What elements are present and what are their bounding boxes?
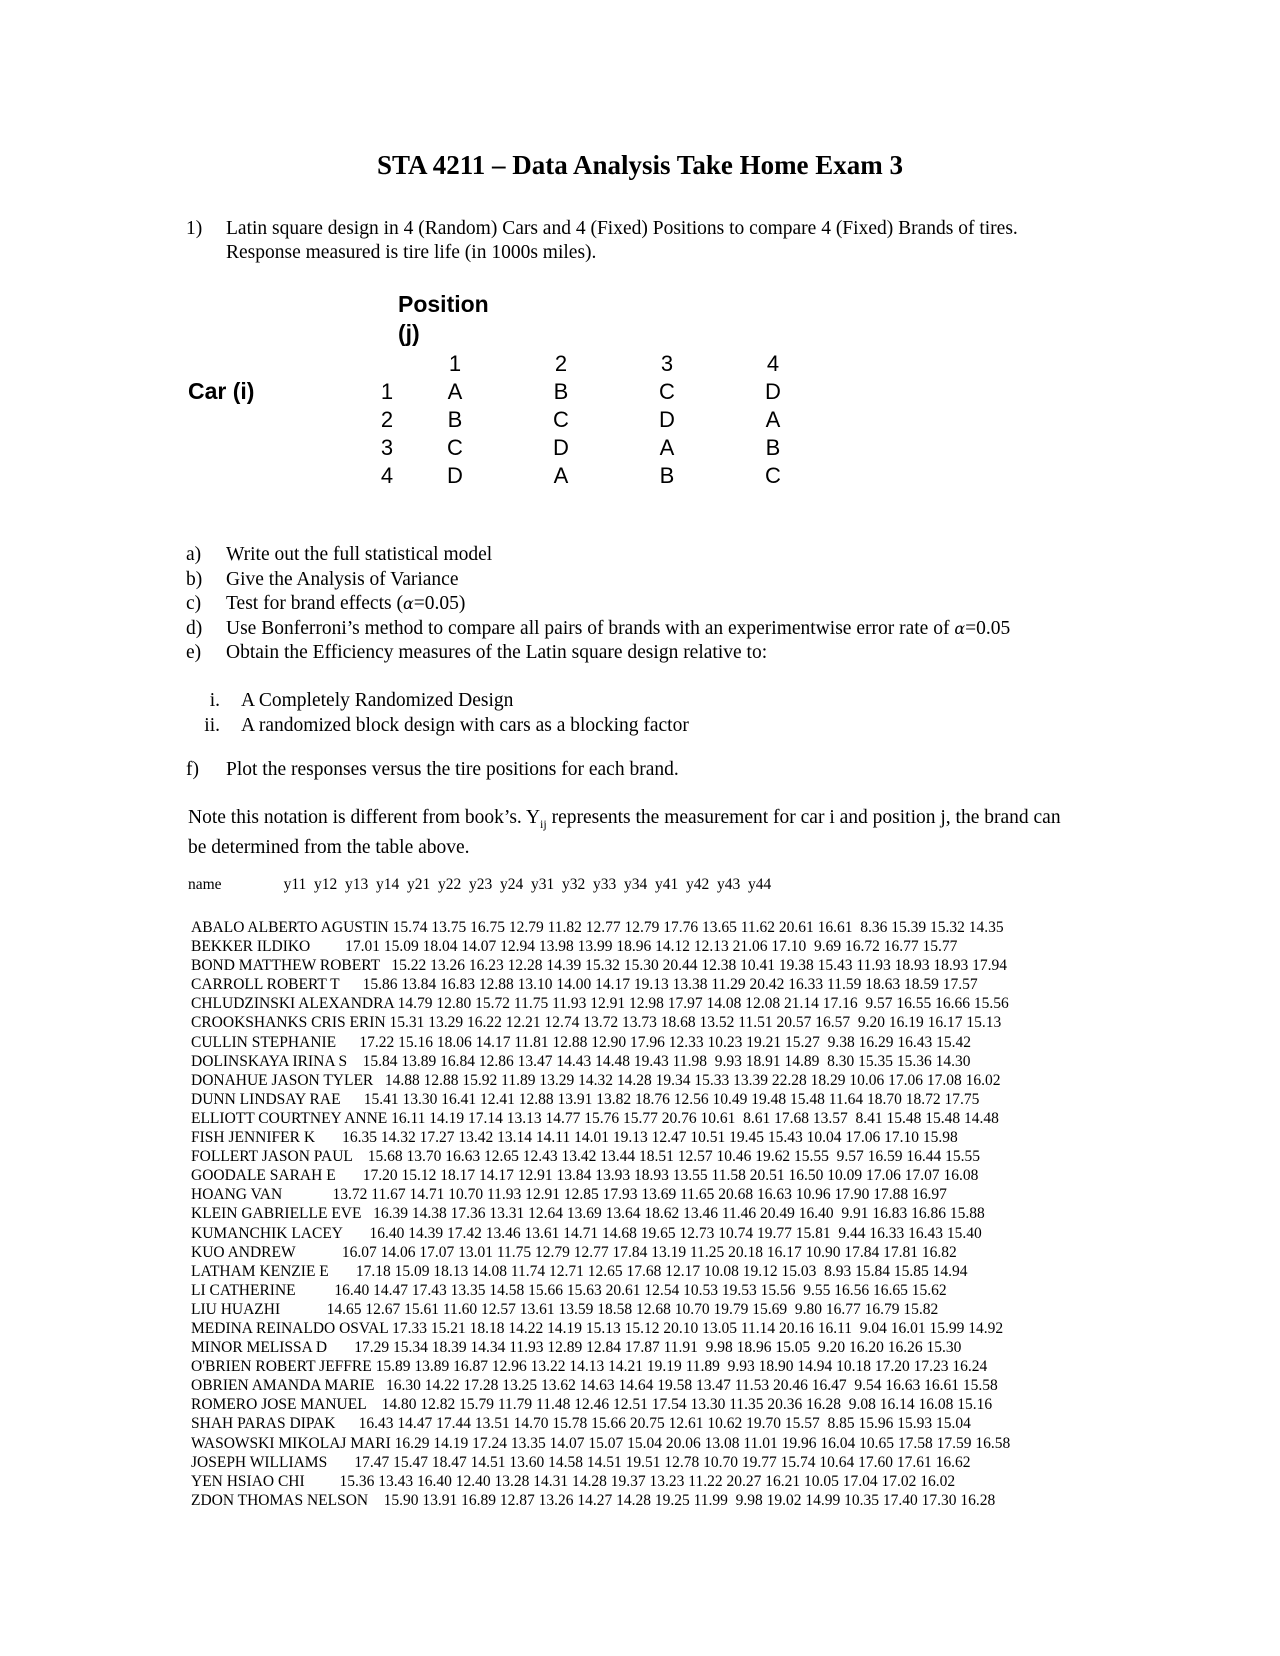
table-row: LIU HUAZHI 14.65 12.67 15.61 11.60 12.57 13.61 13.59 18.58 12.68 10.70 19.79 15.69 9.80 16.77 16.79 15.82 <box>191 1300 939 1318</box>
table-row: YEN HSIAO CHI 15.36 13.43 16.40 12.40 13.28 14.31 14.28 19.37 13.23 11.22 20.27 16.21 10.05 17.04 17.02 16.02 <box>191 1472 956 1490</box>
notation-note <box>188 806 1068 860</box>
table-row: CARROLL ROBERT T 15.86 13.84 16.83 12.88 13.10 14.00 14.17 19.13 13.38 11.29 20.42 16.33 11.59 18.63 18.59 17.57 <box>191 976 978 994</box>
table-row: ZDON THOMAS NELSON 15.90 13.91 16.89 12.87 13.26 14.27 14.28 19.25 11.99 9.98 19.02 14.99 10.35 17.40 17.30 16.28 <box>191 1491 996 1509</box>
brand-cell: B <box>447 407 463 432</box>
table-row: CULLIN STEPHANIE 17.22 15.16 18.06 14.17 11.81 12.88 12.90 17.96 12.33 10.23 19.21 15.27 9.38 16.29 16.43 15.42 <box>191 1033 972 1051</box>
row-number: 1 <box>380 379 394 404</box>
row-number: 4 <box>380 463 394 488</box>
row-number: 2 <box>380 407 394 432</box>
table-row: MEDINA REINALDO OSVAL 17.33 15.21 18.18 14.22 14.19 15.13 15.12 20.10 13.05 11.14 20.16 16.11 9.04 16.01 15.99 14.92 <box>191 1319 1004 1337</box>
note-text-post: represents the measurement for car i and position j, the brand can be determined from the table above. <box>188 807 1061 858</box>
table-row: ROMERO JOSE MANUEL 14.80 12.82 15.79 11.79 11.48 12.46 12.51 17.54 13.30 11.35 20.36 16.28 9.08 16.14 16.08 15.16 <box>191 1396 993 1414</box>
table-row: ELLIOTT COURTNEY ANNE 16.11 14.19 17.14 13.13 14.77 15.76 15.77 20.76 10.61 8.61 17.68 13.57 8.41 15.48 15.48 14.48 <box>191 1109 999 1127</box>
brand-cell: A <box>765 407 781 432</box>
page-title: STA 4211 – Data Analysis Take Home Exam 3 <box>376 150 904 180</box>
part-label: f) <box>186 759 199 780</box>
note-text-pre: Note this notation is different from book’s. Y <box>188 807 541 828</box>
question-number: 1) <box>186 218 203 239</box>
part-text: Write out the full statistical model <box>226 544 493 565</box>
car-header: Car (i) <box>188 378 255 404</box>
position-header <box>398 290 489 348</box>
table-row: LATHAM KENZIE E 17.18 15.09 18.13 14.08 11.74 12.71 12.65 17.68 12.17 10.08 19.12 15.03 8.93 15.84 15.85 14.94 <box>191 1262 968 1280</box>
table-row: LI CATHERINE 16.40 14.47 17.43 13.35 14.58 15.66 15.63 20.61 12.54 10.53 19.53 15.56 9.55 16.56 16.65 15.62 <box>191 1281 947 1299</box>
brand-cell: C <box>447 435 463 460</box>
part-text: Plot the responses versus the tire positions for each brand. <box>226 759 679 780</box>
alpha-symbol: α <box>402 594 414 613</box>
column-number: 3 <box>660 351 674 376</box>
row-number: 3 <box>380 435 394 460</box>
column-number: 4 <box>766 351 780 376</box>
part-text-post: =0.05 <box>965 617 1011 639</box>
subpart-text: A randomized block design with cars as a blocking factor <box>241 714 689 736</box>
table-row: HOANG VAN 13.72 11.67 14.71 10.70 11.93 12.91 12.85 17.93 13.69 11.65 20.68 16.63 10.96 17.90 17.88 16.97 <box>191 1186 947 1204</box>
part-text-post: =0.05) <box>413 593 466 614</box>
table-row: KLEIN GABRIELLE EVE 16.39 14.38 17.36 13.31 12.64 13.69 13.64 18.62 13.46 11.46 20.49 16.40 9.91 16.83 16.86 15.88 <box>191 1205 985 1223</box>
table-row: KUO ANDREW 16.07 14.06 17.07 13.01 11.75 12.79 12.77 17.84 13.19 11.25 20.18 16.17 10.90 17.84 17.81 16.82 <box>191 1243 957 1261</box>
brand-cell: A <box>553 463 569 488</box>
brand-cell: A <box>659 435 675 460</box>
table-row: DOLINSKAYA IRINA S 15.84 13.89 16.84 12.86 13.47 14.43 14.48 19.43 11.98 9.93 18.91 14.89 8.30 15.35 15.36 14.30 <box>191 1052 971 1070</box>
position-header-line1: Position <box>398 291 489 317</box>
table-row: FOLLERT JASON PAUL 15.68 13.70 16.63 12.65 12.43 13.42 13.44 18.51 12.57 10.46 19.62 15.55 9.57 16.59 16.44 15.55 <box>191 1148 981 1166</box>
part-label: b) <box>186 568 203 590</box>
brand-cell: A <box>447 379 463 404</box>
brand-cell: C <box>659 379 675 404</box>
part-text-pre: Test for brand effects ( <box>226 593 403 614</box>
note-subscript: ij <box>540 816 547 831</box>
table-row: ABALO ALBERTO AGUSTIN 15.74 13.75 16.75 12.79 11.82 12.77 12.79 17.76 13.65 11.62 20.61 16.61 8.36 15.39 15.32 14.35 <box>191 919 1004 936</box>
brand-cell: D <box>659 407 675 432</box>
part-label: a) <box>186 544 202 565</box>
part-label: c) <box>186 593 202 614</box>
subpart-label: ii. <box>204 714 220 736</box>
alpha-symbol: α <box>954 618 966 638</box>
table-row: BEKKER ILDIKO 17.01 15.09 18.04 14.07 12.94 13.98 13.99 18.96 14.12 12.13 21.06 17.10 9.69 16.72 16.77 15.77 <box>191 938 958 956</box>
table-row: CROOKSHANKS CRIS ERIN 15.31 13.29 16.22 12.21 12.74 13.72 13.73 18.68 13.52 11.51 20.57 16.57 9.20 16.19 16.17 15.13 <box>191 1014 1002 1032</box>
part-label: e) <box>186 642 202 663</box>
brand-cell: C <box>765 463 781 488</box>
table-row: FISH JENNIFER K 16.35 14.32 17.27 13.42 13.14 14.11 14.01 19.13 12.47 10.51 19.45 15.43 10.04 17.06 17.10 15.98 <box>191 1129 958 1147</box>
table-row: DUNN LINDSAY RAE 15.41 13.30 16.41 12.41 12.88 13.91 13.82 18.76 12.56 10.49 19.48 15.48 11.64 18.70 18.72 17.75 <box>191 1090 980 1108</box>
table-row: BOND MATTHEW ROBERT 15.22 13.26 16.23 12.28 14.39 15.32 15.30 20.44 12.38 10.41 19.38 15.43 11.93 18.93 18.93 17.94 <box>191 957 1007 975</box>
table-row: CHLUDZINSKI ALEXANDRA 14.79 12.80 15.72 11.75 11.93 12.91 12.98 17.97 14.08 12.08 21.14 17.16 9.57 16.55 16.66 15.56 <box>191 995 1009 1013</box>
table-row: JOSEPH WILLIAMS 17.47 15.47 18.47 14.51 13.60 14.58 14.51 19.51 12.78 10.70 19.77 15.74 10.64 17.60 17.61 16.62 <box>191 1453 971 1471</box>
part-text: Obtain the Efficiency measures of the Latin square design relative to: <box>226 642 768 663</box>
column-number: 1 <box>448 351 462 376</box>
part-label: d) <box>186 617 203 639</box>
table-row: KUMANCHIK LACEY 16.40 14.39 17.42 13.46 13.61 14.71 14.68 19.65 12.73 10.74 19.77 15.81 9.44 16.33 16.43 15.40 <box>191 1224 982 1242</box>
brand-cell: D <box>765 379 781 404</box>
data-table <box>191 918 1010 1510</box>
subpart-text: A Completely Randomized Design <box>241 690 514 711</box>
table-row: O'BRIEN ROBERT JEFFRE 15.89 13.89 16.87 12.96 13.22 14.13 14.21 19.19 11.89 9.93 18.90 14.94 10.18 17.20 17.23 16.24 <box>191 1358 988 1376</box>
brand-cell: B <box>659 463 675 488</box>
brand-cell: D <box>447 463 463 488</box>
table-row: MINOR MELISSA D 17.29 15.34 18.39 14.34 11.93 12.89 12.84 17.87 11.91 9.98 18.96 15.05 9.20 16.20 16.26 15.30 <box>191 1339 962 1357</box>
table-row: GOODALE SARAH E 17.20 15.12 18.17 14.17 12.91 13.84 13.93 18.93 13.55 11.58 20.51 16.50 10.09 17.06 17.07 16.08 <box>191 1167 979 1185</box>
table-row: OBRIEN AMANDA MARIE 16.30 14.22 17.28 13.25 13.62 14.63 14.64 19.58 13.47 11.53 20.46 16.47 9.54 16.63 16.61 15.58 <box>191 1377 998 1395</box>
part-text-pre: Use Bonferroni’s method to compare all pairs of brands with an experimentwise error rate of <box>226 617 955 639</box>
table-row: SHAH PARAS DIPAK 16.43 14.47 17.44 13.51 14.70 15.78 15.66 20.75 12.61 10.62 19.70 15.57 8.85 15.96 15.93 15.04 <box>191 1415 971 1433</box>
subpart-label: i. <box>209 690 220 711</box>
brand-cell: D <box>553 435 569 460</box>
brand-cell: B <box>765 435 781 460</box>
part-text <box>226 592 465 616</box>
table-row: WASOWSKI MIKOLAJ MARI 16.29 14.19 17.24 13.35 14.07 15.07 15.04 20.06 13.08 11.01 19.96 16.04 10.65 17.58 17.59 16.58 <box>191 1434 1011 1452</box>
data-column-header: name y11 y12 y13 y14 y21 y22 y23 y24 y31 y32 y33 y34 y41 y42 y43 y44 <box>188 876 772 893</box>
brand-cell: B <box>553 379 569 404</box>
position-header-line2: (j) <box>398 320 420 346</box>
brand-cell: C <box>553 407 569 432</box>
table-row: DONAHUE JASON TYLER 14.88 12.88 15.92 11.89 13.29 14.32 14.28 19.34 15.33 13.39 22.28 18.29 10.06 17.06 17.08 16.02 <box>191 1071 1001 1089</box>
part-text: Give the Analysis of Variance <box>226 568 459 590</box>
column-number: 2 <box>554 351 568 376</box>
part-text <box>226 617 1010 641</box>
question-text: Latin square design in 4 (Random) Cars and 4 (Fixed) Positions to compare 4 (Fixed) Brands of tires. Response measured is tire life (in 1000s miles). <box>226 218 1018 263</box>
